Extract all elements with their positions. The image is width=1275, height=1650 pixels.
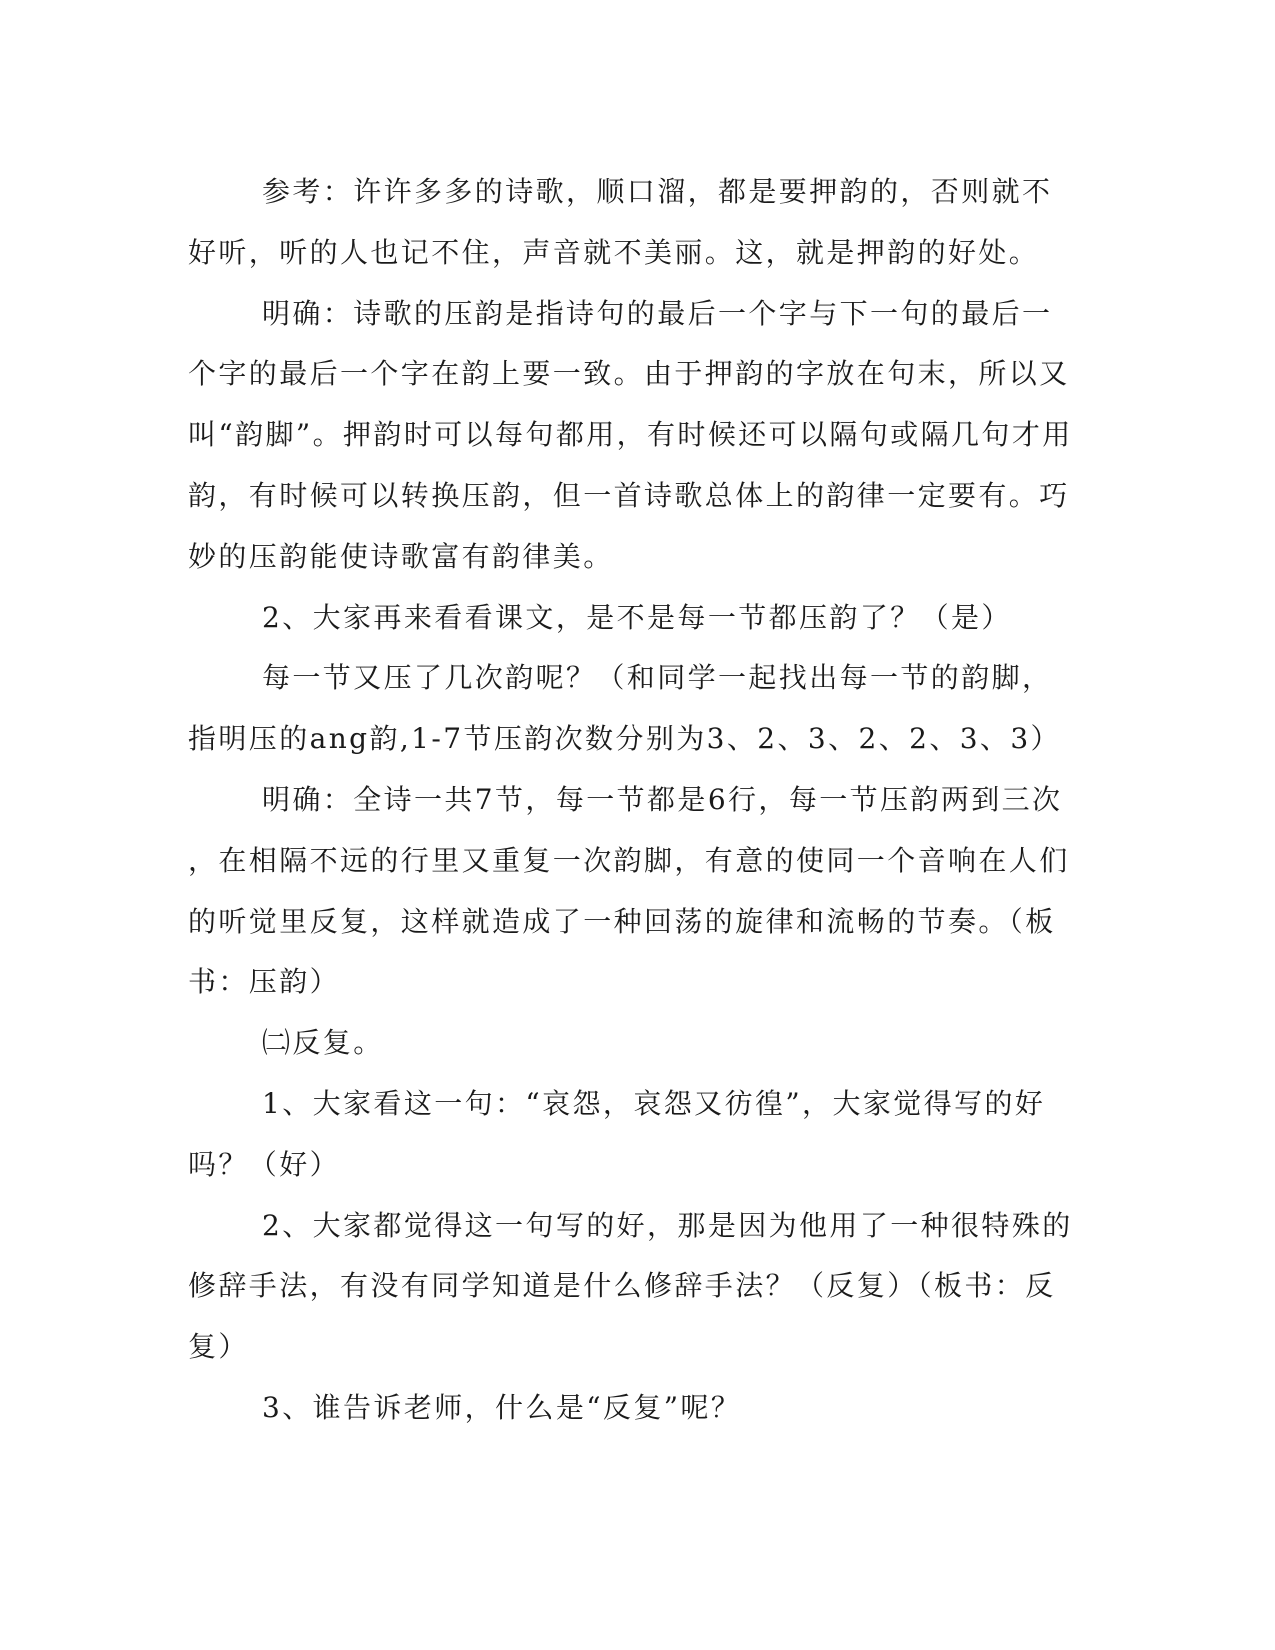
paragraph-rhyme-summary: 明确：全诗一共7节，每一节都是6行，每一节压韵两到三次，在相隔不远的行里又重复一次韵脚，有意的使同一个音响在人们的听觉里反复，这样就造成了一种回荡的旋律和流畅的节奏。（板书：压韵） [188,782,1070,999]
paragraph-question-3: 3、谁告诉老师，什么是“反复”呢？ [262,1390,742,1424]
section-heading-repetition: ㈡反复。 [262,1026,384,1060]
body-text [188,162,1073,1439]
paragraph-reference: 参考：许许多多的诗歌，顺口溜，都是要押韵的，否则就不好听，听的人也记不住，声音就不美丽。这，就是押韵的好处。 [188,175,1053,269]
paragraph-rhyme-count: 每一节又压了几次韵呢？（和同学一起找出每一节的韵脚，指明压的ang韵,1-7节压韵次数分别为3、2、3、2、2、3、3） [188,661,1061,756]
paragraph-question-2: 2、大家再来看看课文，是不是每一节都压韵了？（是） [262,600,1012,634]
paragraph-rhyme-definition: 明确：诗歌的压韵是指诗句的最后一个字与下一句的最后一个字的最后一个字在韵上要一致。由于押韵的字放在句末，所以又叫“韵脚”。押韵时可以每句都用，有时候还可以隔句或隔几句才用韵，有时候可以转换压韵，但一首诗歌总体上的韵律一定要有。巧妙的压韵能使诗歌富有韵律美。 [188,296,1073,573]
paragraph-question-2b: 2、大家都觉得这一句写的好，那是因为他用了一种很特殊的修辞手法，有没有同学知道是什么修辞手法？（反复）（板书：反复） [188,1208,1073,1364]
paragraph-question-1: 1、大家看这一句：“哀怨，哀怨又彷徨”，大家觉得写的好吗？（好） [188,1086,1046,1181]
